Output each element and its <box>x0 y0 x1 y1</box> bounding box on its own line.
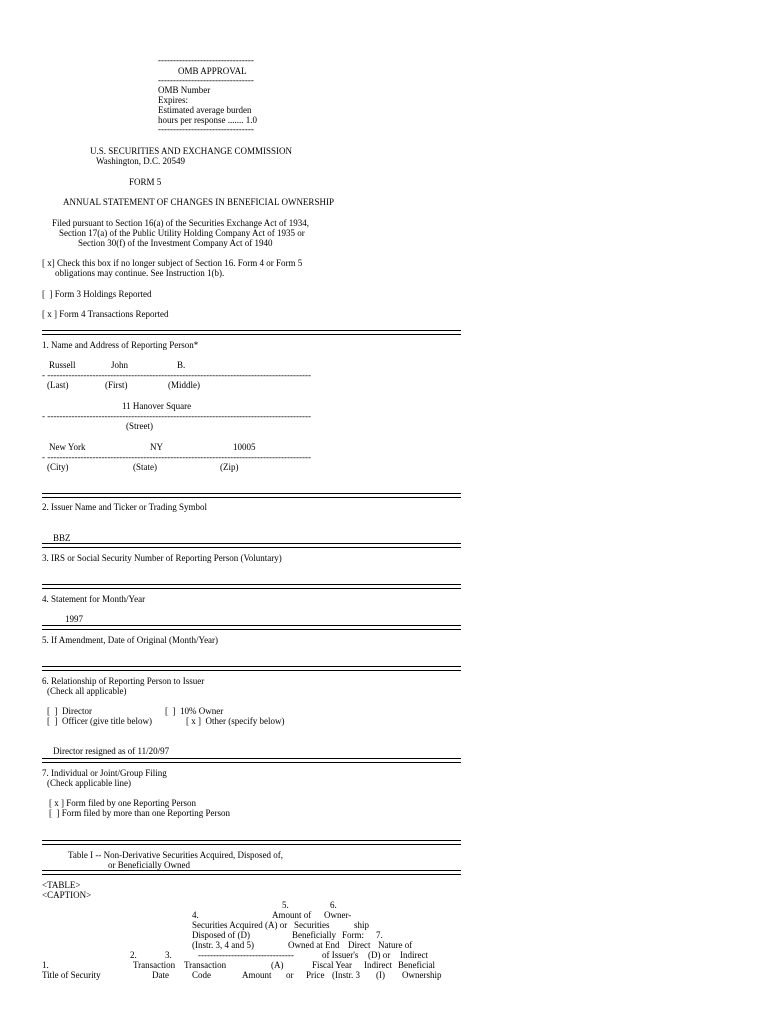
omb-number-label: OMB Number <box>158 85 211 95</box>
name-last-value: Russell <box>49 360 76 370</box>
name-middle-value: B. <box>177 360 186 370</box>
zip-label: (Zip) <box>220 462 239 472</box>
col5-header: Fiscal Year <box>312 960 352 970</box>
table1-title: Table I -- Non-Derivative Securities Acquired, Disposed of, <box>68 850 284 860</box>
col7-header: Ownership <box>402 970 442 980</box>
form4-checkbox[interactable]: [ x ] Form 4 Transactions Reported <box>42 309 169 319</box>
omb-title: OMB APPROVAL <box>178 66 247 76</box>
col6-header: (D) or <box>368 950 391 960</box>
col5-header: 5. <box>282 900 289 910</box>
col4-header: Disposed of (D) <box>192 930 250 940</box>
col5-header: Amount of <box>272 910 312 920</box>
col2-header: Transaction <box>133 960 176 970</box>
col5-header: Securities <box>294 920 330 930</box>
filed-pursuant-1: Filed pursuant to Section 16(a) of the Securities Exchange Act of 1934, <box>52 218 309 228</box>
state-label: (State) <box>133 462 157 472</box>
col2-header: Date <box>152 970 169 980</box>
filed-pursuant-3: Section 30(f) of the Investment Company Act of 1940 <box>78 238 273 248</box>
col6-header: Direct <box>348 940 371 950</box>
omb-expires-label: Expires: <box>158 95 188 105</box>
item1-label: 1. Name and Address of Reporting Person* <box>42 340 199 350</box>
omb-dash-bottom: -------------------------------- <box>158 124 254 134</box>
col4-header: Price <box>306 970 325 980</box>
caption-tag: <CAPTION> <box>42 890 92 900</box>
section16-checkbox[interactable]: [ x] Check this box if no longer subject of Section 16. Form 4 or Form 5 <box>42 258 303 268</box>
street-value: 11 Hanover Square <box>122 401 192 411</box>
divider <box>42 870 461 875</box>
rule: - ---------------------------------------------------------------------------------------- <box>42 411 311 421</box>
statement-year-value: 1997 <box>65 614 83 624</box>
col3-header: Transaction <box>184 960 227 970</box>
col7-header: 7. <box>376 930 383 940</box>
col5-header: (Instr. 3 <box>332 970 360 980</box>
divider <box>42 584 461 589</box>
col4-header: (A) <box>271 960 284 970</box>
middle-label: (Middle) <box>168 380 200 390</box>
omb-hours-label: hours per response ....... 1.0 <box>158 115 257 125</box>
col6-header: (I) <box>376 970 385 980</box>
agency-city: Washington, D.C. 20549 <box>96 156 186 166</box>
section16-continued: obligations may continue. See Instruction 1(b). <box>55 268 225 278</box>
divider <box>42 840 461 845</box>
omb-dash-top: -------------------------------- <box>158 55 254 65</box>
col7-header: Indirect <box>400 950 428 960</box>
agency-name: U.S. SECURITIES AND EXCHANGE COMMISSION <box>90 146 293 156</box>
col4-header: -------------------------------- <box>198 950 294 960</box>
filed-pursuant-2: Section 17(a) of the Public Utility Holding Company Act of 1935 or <box>59 228 305 238</box>
item5-label: 5. If Amendment, Date of Original (Month/Year) <box>42 635 219 645</box>
rule: - ---------------------------------------------------------------------------------------- <box>42 370 311 380</box>
col7-header: Beneficial <box>398 960 435 970</box>
divider <box>42 330 461 335</box>
one-reporting-person-checkbox[interactable]: [ x ] Form filed by one Reporting Person <box>49 798 196 808</box>
last-label: (Last) <box>47 380 69 390</box>
col3-header: Code <box>192 970 211 980</box>
form-title: ANNUAL STATEMENT OF CHANGES IN BENEFICIAL OWNERSHIP <box>63 197 334 207</box>
col1-header: Title of Security <box>42 970 101 980</box>
rule: - ---------------------------------------------------------------------------------------- <box>42 452 311 462</box>
form-number: FORM 5 <box>129 177 162 187</box>
col3-header: 3. <box>165 950 172 960</box>
ticker-value: BBZ <box>53 533 71 543</box>
col4-header: (Instr. 3, 4 and 5) <box>192 940 254 950</box>
col4-header: 4. <box>192 910 199 920</box>
divider <box>42 543 461 548</box>
officer-checkbox[interactable]: [ ] Officer (give title below) <box>47 716 153 726</box>
col5-header: Beneficially <box>292 930 336 940</box>
col6-header: Form: <box>342 930 365 940</box>
col5-header: of Issuer's <box>322 950 359 960</box>
state-value: NY <box>150 442 163 452</box>
multiple-reporting-persons-checkbox[interactable]: [ ] Form filed by more than one Reporting Person <box>49 808 230 818</box>
city-label: (City) <box>47 462 69 472</box>
divider <box>42 758 461 763</box>
item7-label: 7. Individual or Joint/Group Filing <box>42 768 167 778</box>
col7-header: Nature of <box>378 940 413 950</box>
col5-header: Owned at End <box>288 940 340 950</box>
ten-percent-owner-checkbox[interactable]: [ ] 10% Owner <box>165 706 224 716</box>
zip-value: 10005 <box>233 442 256 452</box>
item6-label: 6. Relationship of Reporting Person to Issuer <box>42 676 205 686</box>
name-first-value: John <box>111 360 129 370</box>
omb-dash-mid: -------------------------------- <box>158 75 254 85</box>
item6-sub: (Check all applicable) <box>47 686 127 696</box>
omb-burden-label: Estimated average burden <box>158 105 252 115</box>
form3-checkbox[interactable]: [ ] Form 3 Holdings Reported <box>42 289 152 299</box>
divider <box>42 666 461 671</box>
col4-header: Securities Acquired (A) or <box>192 920 288 930</box>
col6-header: Indirect <box>364 960 392 970</box>
other-checkbox[interactable]: [ x ] Other (specify below) <box>186 716 285 726</box>
director-checkbox[interactable]: [ ] Director <box>47 706 92 716</box>
item7-sub: (Check applicable line) <box>47 778 131 788</box>
table1-subtitle: or Beneficially Owned <box>108 860 190 870</box>
relationship-note: Director resigned as of 11/20/97 <box>53 746 170 756</box>
table-tag: <TABLE> <box>42 880 81 890</box>
col6-header: Owner- <box>324 910 352 920</box>
col6-header: ship <box>354 920 370 930</box>
col4-header: or <box>286 970 294 980</box>
item4-label: 4. Statement for Month/Year <box>42 594 146 604</box>
col6-header: 6. <box>330 900 337 910</box>
city-value: New York <box>49 442 86 452</box>
street-label: (Street) <box>126 421 153 431</box>
first-label: (First) <box>105 380 128 390</box>
divider <box>42 625 461 630</box>
col1-header: 1. <box>42 960 49 970</box>
col2-header: 2. <box>130 950 137 960</box>
item3-label: 3. IRS or Social Security Number of Reporting Person (Voluntary) <box>42 553 282 563</box>
item2-label: 2. Issuer Name and Ticker or Trading Symbol <box>42 502 207 512</box>
col4-header: Amount <box>242 970 272 980</box>
divider <box>42 493 461 498</box>
